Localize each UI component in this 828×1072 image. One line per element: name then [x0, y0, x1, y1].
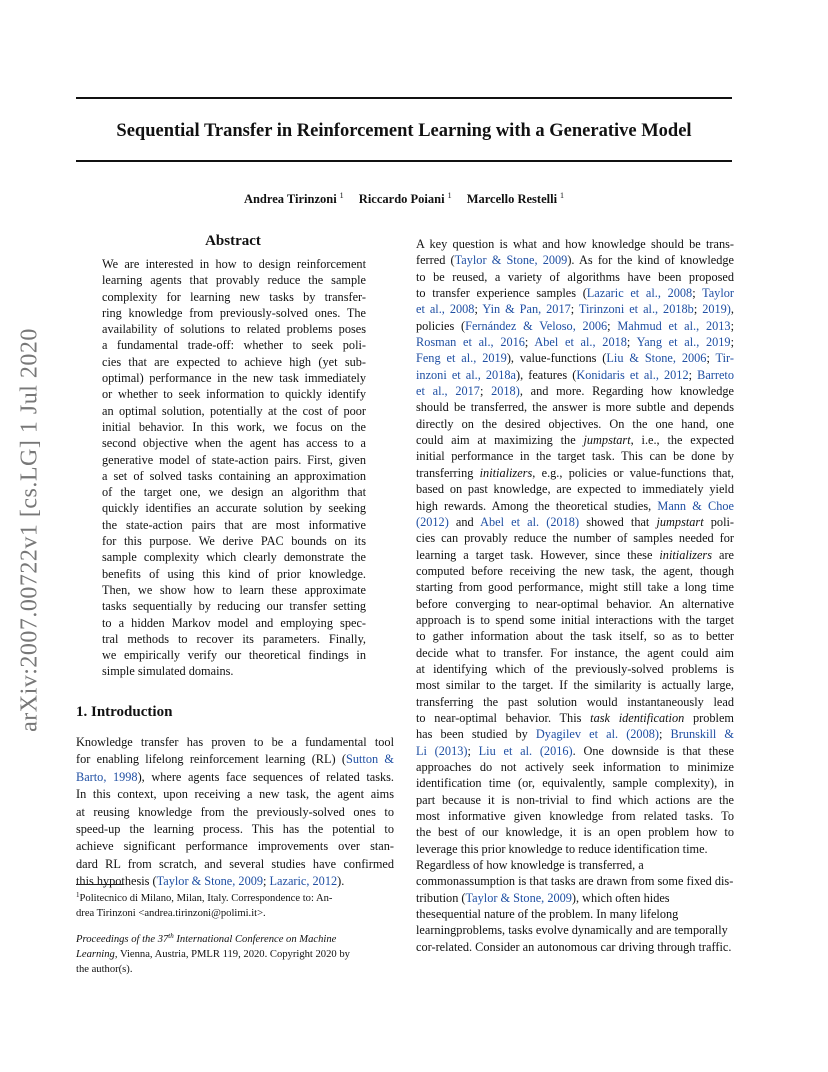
body-line: most similar to the target. If the similarity is actually large, [416, 678, 734, 693]
body-line: transferring the past solution would instantaneously lead [416, 694, 734, 709]
body-line: at identifying which of the previously-solved problems is [416, 661, 734, 676]
arxiv-id: arXiv:2007.00722v1 [cs.LG] 1 Jul 2020 [16, 328, 43, 732]
body-line: Rosman et al., 2016; Abel et al., 2018; Yang et al., 2019; [416, 335, 734, 350]
proceedings-line: Proceedings of the 37th International Conference on Machine [76, 932, 337, 945]
body-line: most informative given knowledge from related tasks. To [416, 809, 734, 824]
abstract-line: or whether to seek information to quickly identify [102, 387, 366, 402]
author-list [76, 191, 732, 207]
intro-line: for enabling lifelong reinforcement learning (RL) (Sutton & [76, 752, 395, 767]
body-line: approaches do not actively seek information to minimize [416, 760, 734, 774]
abstract-line: optimal) performance in the new task immediately [102, 371, 366, 386]
abstract-line: of the target one, we design an algorithm that [102, 485, 366, 500]
abstract-line: We are interested in how to design reinforcement [102, 257, 366, 271]
body-line: high rewards. Among the theoretical studies, Mann & Choe [416, 498, 734, 513]
abstract-line: quickly identifies an accurate solution by seeking [102, 501, 366, 516]
title-top-rule [76, 97, 732, 99]
body-line: should be transferred, the answer is more subtle and depends [416, 400, 734, 415]
body-line: has been studied by Dyagilev et al. (2008); Brunskill & [416, 727, 734, 742]
right-column-paragraph-2 [416, 857, 734, 955]
abstract-line: tasks sequentially by reducing our transfer setting [102, 599, 366, 614]
abstract-line: cies that are expected to achieve high (yet sub- [102, 354, 366, 369]
arxiv-stamp [0, 0, 50, 1072]
abstract-line: sample complexity which clearly demonstrate the [102, 550, 366, 565]
body-line: the best of our knowledge, it is an open problem how to [416, 825, 734, 840]
body-line: Li (2013); Liu et al. (2016). One downside is that these [416, 743, 734, 758]
abstract-line: ring knowledge from previously-solved ones. The [102, 305, 366, 320]
author: Marcello Restelli $^1$ [466, 191, 565, 206]
footnote-rule [76, 884, 124, 885]
proceedings-note [76, 929, 394, 977]
body-line: assumption is that tasks are drawn from some fixed dis- [459, 874, 734, 889]
body-line: computed before receiving the new task, the agent, though [416, 563, 734, 578]
abstract-line: a fundamental trade-off: whether to seek poli- [102, 338, 366, 353]
body-line: leverage this prior knowledge to reduce identification time. [416, 841, 708, 856]
body-line: initial performance in the target task. This can be done by [416, 449, 734, 464]
abstract-line: a set of solved tasks containing an approximation [102, 468, 366, 483]
abstract-line: tral methods to recover its parameters. Finally, [102, 631, 366, 646]
body-line: cies can provably reduce the number of samples needed for [416, 531, 734, 546]
body-line: to gather information about the task itself, so as to better [416, 629, 734, 644]
body-line: transferring initializers, e.g., policies or value-functions that, [416, 465, 734, 480]
body-line: inzoni et al., 2018a), features (Konidaris et al., 2012; Barreto [416, 367, 734, 382]
intro-line: this hypothesis (Taylor & Stone, 2009; Lazaric, 2012). [76, 874, 345, 889]
body-line: related. Consider an autonomous car driving through traffic. [435, 939, 732, 954]
abstract-line: the state-action pairs that are most informative [102, 517, 366, 532]
body-line: part because it is non-trivial to find which actions are the [416, 792, 734, 807]
intro-line: Barto, 1998), where agents face sequences of related tasks. [76, 769, 394, 784]
body-line: A key question is what and how knowledge should be trans- [416, 237, 734, 251]
abstract-line: simple simulated domains. [102, 664, 234, 679]
abstract-line: learning agents that provably reduce the sample [102, 273, 366, 288]
abstract-line: second objective when the agent has access to a [102, 436, 366, 451]
introduction-body [76, 734, 394, 891]
title-bottom-rule [76, 160, 732, 162]
footnote: $^1$Politecnico di Milano, Milan, Italy. Correspondence to: An- drea Tirinzoni <andrea.tirinzoni@polimi.it>. [76, 891, 333, 919]
body-line: problems, tasks evolve dynamically and are temporally cor- [416, 923, 728, 954]
intro-line: In this context, upon receiving a new task, the agent aims [76, 787, 394, 802]
body-line: learning a target task. However, since these initializers are [416, 547, 734, 562]
intro-line: at reusing knowledge from the previously-solved ones to [76, 804, 394, 819]
abstract-line: to a hidden Markov model and employing spec- [102, 615, 366, 630]
abstract-body [102, 256, 366, 680]
section-heading-introduction: 1. Introduction [76, 704, 173, 720]
intro-line: speed-up the learning process. This has the potential to [76, 822, 394, 837]
author: Andrea Tirinzoni $^1$ [243, 191, 344, 206]
paper-title: Sequential Transfer in Reinforcement Learning with a Generative Model [116, 121, 692, 141]
proceedings-line: Learning, Vienna, Austria, PMLR 119, 2020. Copyright 2020 by [76, 948, 350, 960]
abstract-line: Then, we show how to learn these approximate [102, 582, 366, 597]
abstract-line: an optimal solution, potentially at the cost of poor [102, 403, 366, 418]
abstract-line: initial behavior. In this work, we focus on the [102, 419, 366, 434]
body-line: before converging to near-optimal behavior. An alternative [416, 596, 734, 611]
abstract-line: complexity for learning new tasks by transfer- [102, 289, 366, 304]
body-line: decide what to transfer. For instance, the agent could aim [416, 645, 734, 660]
body-line: ferred (Taylor & Stone, 2009). As for the kind of knowledge [416, 253, 734, 268]
intro-line: dard RL from scratch, and several studies have confirmed [76, 856, 394, 871]
body-line: et al., 2017; 2018), and more. Regarding how knowledge [416, 384, 734, 399]
body-line: starting from good performance, might still take a long time [416, 580, 734, 595]
body-line: Regardless of how knowledge is transferred, a common [416, 858, 644, 889]
body-line: tribution (Taylor & Stone, 2009), which often hides the [416, 890, 670, 922]
body-line: Feng et al., 2019), value-functions (Liu & Stone, 2006; Tir- [416, 351, 734, 366]
body-line: sequential nature of the problem. In many lifelong learning [416, 907, 679, 938]
author: Riccardo Poiani $^1$ [358, 191, 452, 206]
abstract-line: for this purpose. We derive PAC bounds on its [102, 534, 366, 549]
abstract-line: benefits of using this kind of prior knowledge. [102, 566, 366, 581]
body-line: identification time (or, equivalently, sample complexity), in [416, 776, 734, 791]
body-line: approach is to spend some initial interactions with the target [416, 612, 734, 627]
body-line: based on past knowledge, are expected to immediately yield [416, 482, 734, 497]
body-line: to near-optimal behavior. This task identification problem [416, 710, 734, 725]
body-line: could aim at maximizing the jumpstart, i.e., the expected [416, 433, 734, 448]
abstract-line: generative model of state-action pairs. First, given [102, 452, 366, 467]
abstract-heading: Abstract [205, 233, 261, 249]
abstract-line: availability of solutions to related problems poses [102, 322, 366, 337]
right-column-paragraph-1 [416, 236, 734, 857]
proceedings-line: the author(s). [76, 963, 133, 975]
body-line: to transfer experience samples (Lazaric et al., 2008; Taylor [416, 286, 734, 301]
intro-line: Knowledge transfer has proven to be a fundamental tool [76, 735, 394, 749]
intro-line: achieve significant performance improvements over stan- [76, 839, 394, 854]
body-line: policies (Fernández & Veloso, 2006; Mahmud et al., 2013; [416, 318, 735, 333]
abstract-line: we empirically verify our theoretical findings in [102, 648, 366, 663]
body-line: et al., 2008; Yin & Pan, 2017; Tirinzoni et al., 2018b; 2019), [416, 302, 734, 317]
body-line: directly on the desired objectives. On the one hand, one [416, 416, 734, 431]
body-line: (2012) and Abel et al. (2018) showed that jumpstart poli- [416, 514, 734, 529]
body-line: to be reused, a variety of algorithms have been proposed [416, 269, 734, 284]
